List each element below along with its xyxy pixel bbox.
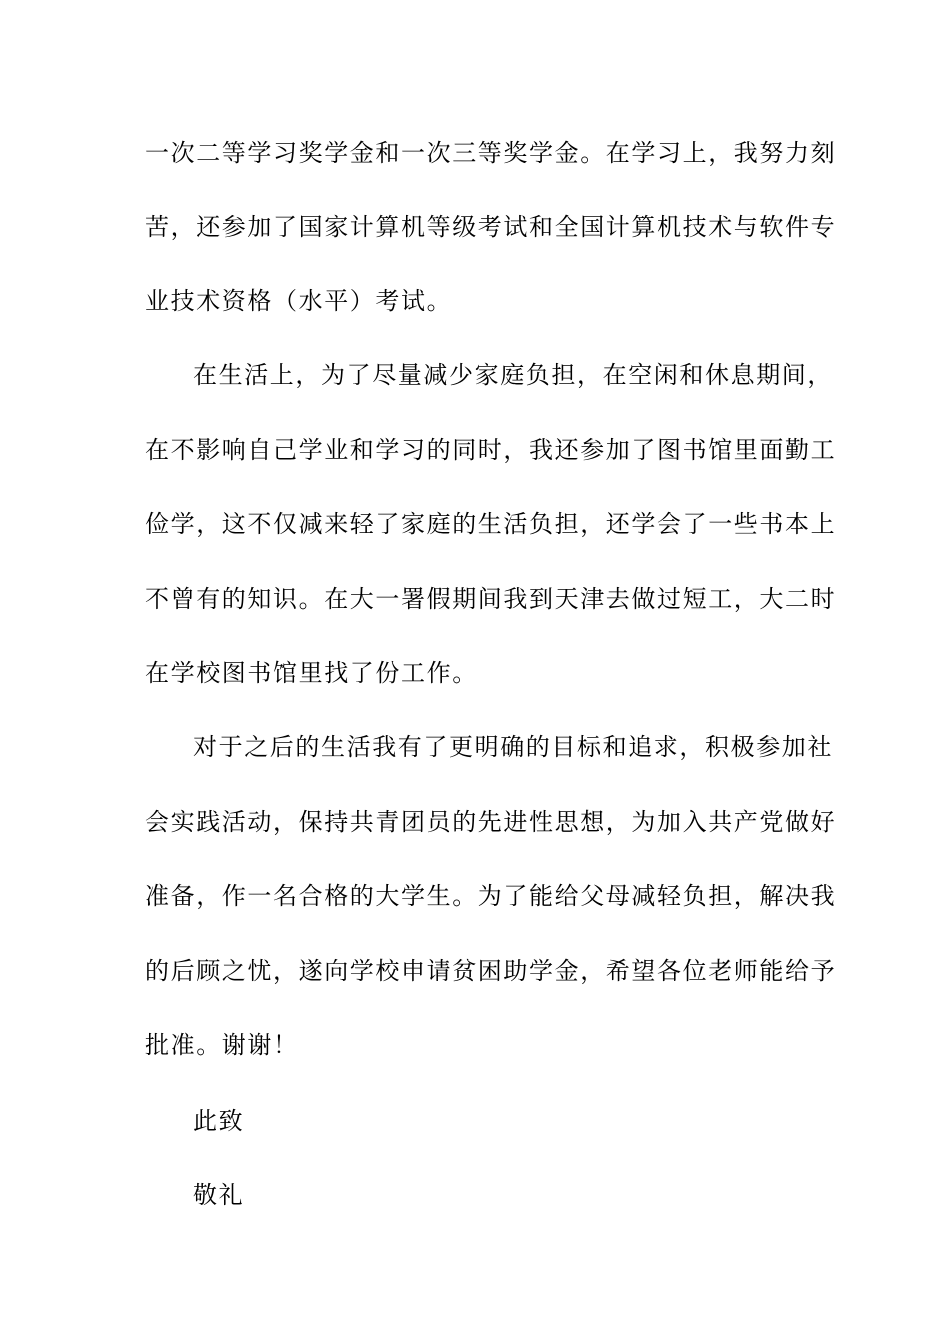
paragraph-2-line-2: 在不影响自己学业和学习的同时，我还参加了图书馆里面勤工 [145,436,837,464]
closing-regards: 敬礼 [193,1181,245,1209]
paragraph-2-line-4: 不曾有的知识。在大一署假期间我到天津去做过短工，大二时 [145,585,837,613]
paragraph-3-line-1: 对于之后的生活我有了更明确的目标和追求，积极参加社 [193,733,833,761]
paragraph-2-line-1: 在生活上，为了尽量减少家庭负担，在空闲和休息期间， [193,361,833,389]
closing-salutation: 此致 [193,1107,245,1135]
paragraph-3-line-4: 的后顾之忧，遂向学校申请贫困助学金，希望各位老师能给予 [145,957,837,985]
paragraph-3-line-5: 批准。谢谢！ [145,1031,299,1059]
paragraph-2-line-5: 在学校图书馆里找了份工作。 [145,659,478,687]
paragraph-1-line-2: 苦，还参加了国家计算机等级考试和全国计算机技术与软件专 [145,213,837,241]
paragraph-3-line-2: 会实践活动，保持共青团员的先进性思想，为加入共产党做好 [145,808,837,836]
paragraph-1-line-3: 业技术资格（水平）考试。 [145,287,453,315]
paragraph-1-line-1: 一次二等学习奖学金和一次三等奖学金。在学习上，我努力刻 [145,139,837,167]
paragraph-2-line-3: 俭学，这不仅减来轻了家庭的生活负担，还学会了一些书本上 [145,510,837,538]
paragraph-3-line-3: 准备，作一名合格的大学生。为了能给父母减轻负担，解决我 [145,882,837,910]
